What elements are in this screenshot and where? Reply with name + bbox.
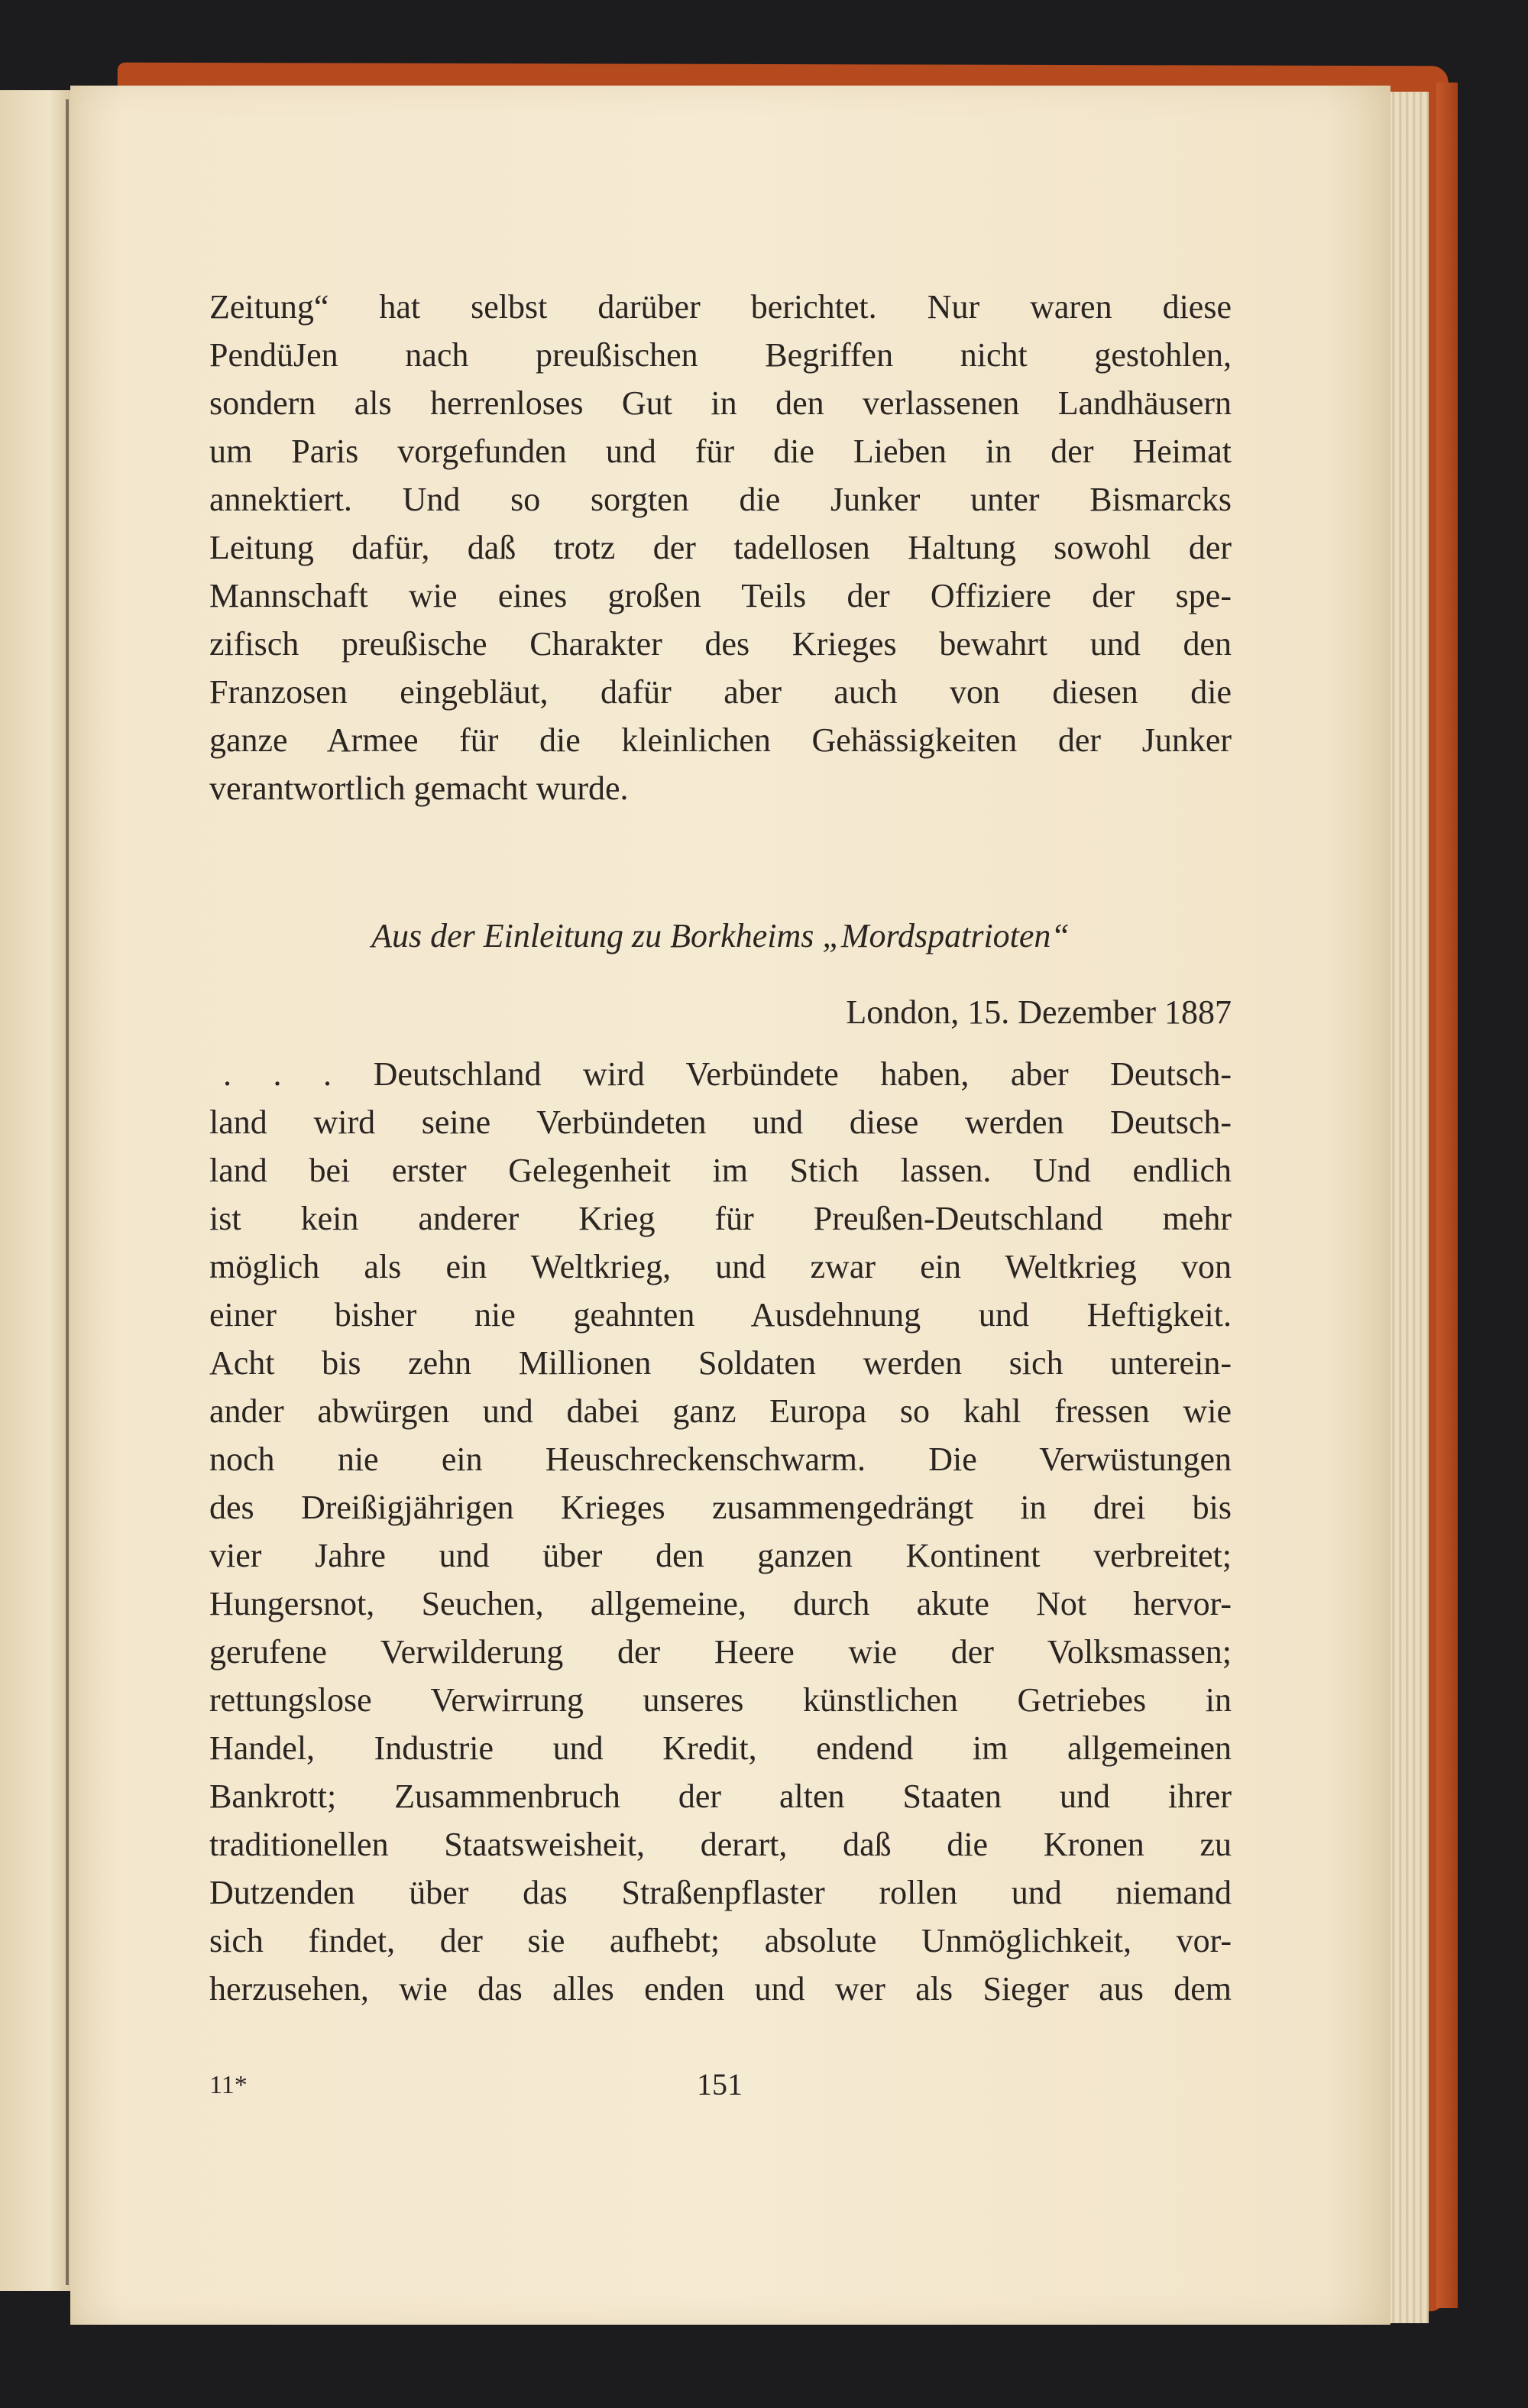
text-line: vier Jahre und über den ganzen Kontinent verbreitet; bbox=[209, 1537, 1232, 1574]
text-line: . . . Deutschland wird Verbündete haben, aber Deutsch- bbox=[223, 1055, 1232, 1093]
left-page-edge bbox=[0, 90, 70, 2291]
paragraph-quote bbox=[209, 1050, 1232, 2013]
paragraph-continued bbox=[209, 283, 1232, 812]
text-line: traditionellen Staatsweisheit, derart, daß die Kronen zu bbox=[209, 1826, 1232, 1863]
text-line: land wird seine Verbündeten und diese werden Deutsch- bbox=[209, 1104, 1232, 1141]
text-line: verantwortlich gemacht wurde. bbox=[209, 770, 629, 807]
text-line: herzusehen, wie das alles enden und wer als Sieger aus dem bbox=[209, 1970, 1232, 2008]
text-line: rettungslose Verwirrung unseres künstlichen Getriebes in bbox=[209, 1681, 1232, 1719]
text-line: Zeitung“ hat selbst darüber berichtet. Nur waren diese bbox=[209, 288, 1232, 326]
text-line: einer bisher nie geahnten Ausdehnung und Heftigkeit. bbox=[209, 1296, 1232, 1334]
signature-mark: 11* bbox=[209, 2071, 248, 2099]
text-line: des Dreißigjährigen Krieges zusammengedrängt in drei bis bbox=[209, 1489, 1232, 1526]
text-line: annektiert. Und so sorgten die Junker unter Bismarcks bbox=[209, 481, 1232, 518]
dateline: London, 15. Dezember 1887 bbox=[846, 993, 1232, 1031]
text-line: zifisch preußische Charakter des Krieges bewahrt und den bbox=[209, 625, 1232, 663]
section-heading: Aus der Einleitung zu Borkheims „Mordspatrioten“ bbox=[371, 917, 1070, 954]
book-page bbox=[70, 86, 1390, 2325]
text-line: sondern als herrenloses Gut in den verlassenen Landhäusern bbox=[209, 384, 1232, 422]
text-line: Leitung dafür, daß trotz der tadellosen Haltung sowohl der bbox=[209, 529, 1232, 566]
text-line: sich findet, der sie aufhebt; absolute Unmöglichkeit, vor- bbox=[209, 1922, 1232, 1959]
text-line: Handel, Industrie und Kredit, endend im allgemeinen bbox=[209, 1729, 1232, 1767]
cover-edge bbox=[1436, 83, 1458, 2308]
text-line: gerufene Verwilderung der Heere wie der Volksmassen; bbox=[209, 1633, 1232, 1671]
text-line: ist kein anderer Krieg für Preußen-Deutschland mehr bbox=[209, 1200, 1232, 1237]
text-line: Mannschaft wie eines großen Teils der Offiziere der spe- bbox=[209, 577, 1232, 614]
text-line: PendüJen nach preußischen Begriffen nicht gestohlen, bbox=[209, 336, 1232, 374]
gutter-line bbox=[66, 99, 69, 2285]
text-line: Hungersnot, Seuchen, allgemeine, durch akute Not hervor- bbox=[209, 1585, 1232, 1622]
text-line: ganze Armee für die kleinlichen Gehässigkeiten der Junker bbox=[209, 721, 1232, 759]
text-line: ander abwürgen und dabei ganz Europa so kahl fressen wie bbox=[209, 1392, 1232, 1430]
text-line: möglich als ein Weltkrieg, und zwar ein Weltkrieg von bbox=[209, 1248, 1232, 1285]
text-line: Acht bis zehn Millionen Soldaten werden sich unterein- bbox=[209, 1344, 1232, 1382]
text-line: noch nie ein Heuschreckenschwarm. Die Verwüstungen bbox=[209, 1441, 1232, 1478]
text-line: Bankrott; Zusammenbruch der alten Staaten und ihrer bbox=[209, 1778, 1232, 1815]
page-number: 151 bbox=[697, 2067, 743, 2102]
text-line: um Paris vorgefunden und für die Lieben in der Heimat bbox=[209, 433, 1232, 470]
text-line: land bei erster Gelegenheit im Stich lassen. Und endlich bbox=[209, 1152, 1232, 1189]
text-line: Dutzenden über das Straßenpflaster rollen und niemand bbox=[209, 1874, 1232, 1911]
text-line: Franzosen eingebläut, dafür aber auch von diesen die bbox=[209, 673, 1232, 711]
